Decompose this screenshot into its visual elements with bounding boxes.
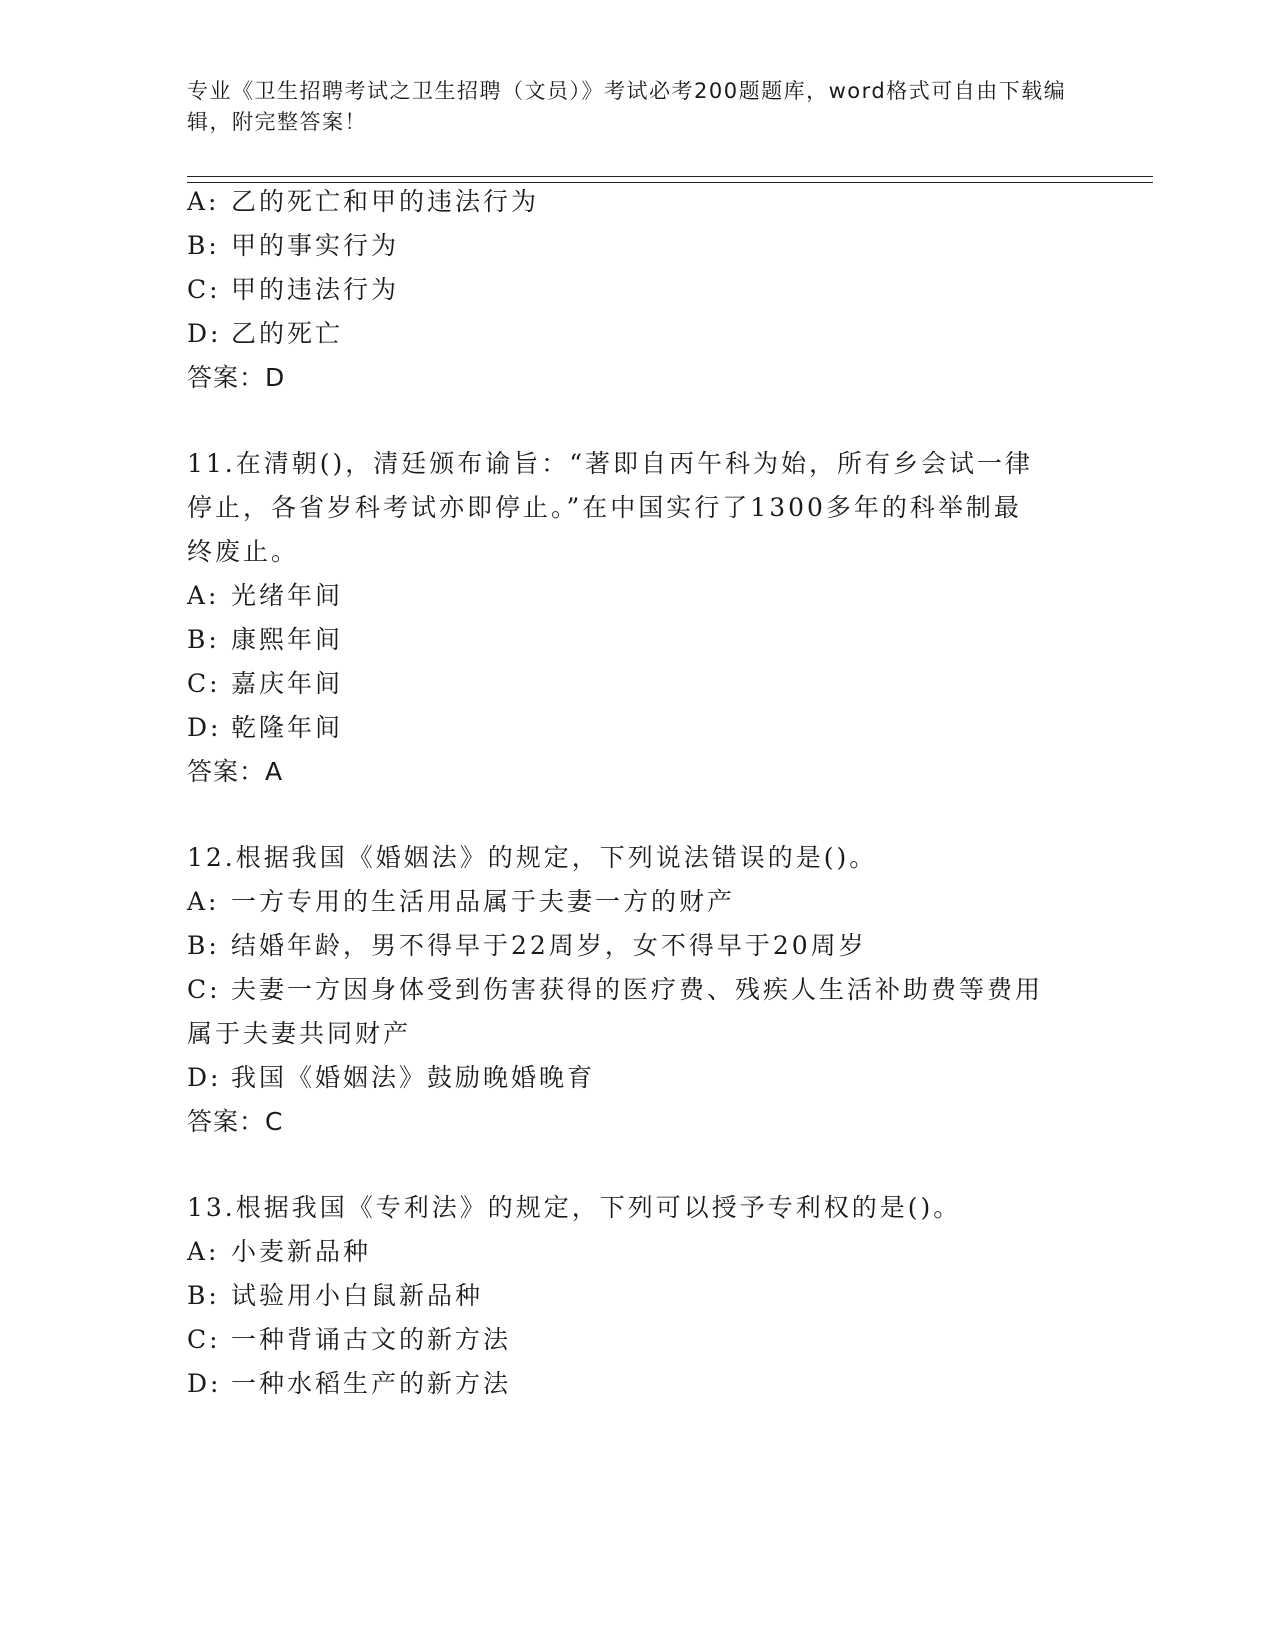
q11-option-a: A: 光绪年间: [187, 581, 344, 610]
q12-question-line-1: 12.根据我国《婚姻法》的规定，下列说法错误的是()。: [187, 843, 878, 872]
q11-question-line-2: 停止，各省岁科考试亦即停止。”在中国实行了1300多年的科举制最: [187, 493, 1022, 522]
q13-option-a: A: 小麦新品种: [187, 1237, 372, 1266]
q12-answer: 答案：C: [187, 1107, 284, 1136]
q10-option-d: D: 乙的死亡: [187, 319, 344, 348]
q11-option-c: C: 嘉庆年间: [187, 669, 344, 698]
q11-option-d: D: 乾隆年间: [187, 713, 344, 742]
q13-question-line-1: 13.根据我国《专利法》的规定，下列可以授予专利权的是()。: [187, 1193, 962, 1222]
q10-option-a: A: 乙的死亡和甲的违法行为: [187, 187, 540, 216]
q12-option-d: D: 我国《婚姻法》鼓励晚婚晚育: [187, 1063, 596, 1092]
header-divider-top: [187, 176, 1153, 177]
q10-option-c: C: 甲的违法行为: [187, 275, 400, 304]
document-header: 专业《卫生招聘考试之卫生招聘（文员）》考试必考200题题库，word格式可自由下载编辑，附完整答案！: [187, 79, 1067, 134]
q11-question-line-3: 终废止。: [187, 537, 300, 566]
q12-option-c-continued: 属于夫妻共同财产: [187, 1019, 412, 1048]
q12-option-a: A: 一方专用的生活用品属于夫妻一方的财产: [187, 887, 736, 916]
q10-option-b: B: 甲的事实行为: [187, 231, 400, 260]
q11-option-b: B: 康熙年间: [187, 625, 344, 654]
q11-question-line-1: 11.在清朝()，清廷颁布谕旨：“著即自丙午科为始，所有乡会试一律: [187, 449, 1034, 478]
q13-option-c: C: 一种背诵古文的新方法: [187, 1325, 512, 1354]
q12-option-b: B: 结婚年龄，男不得早于22周岁，女不得早于20周岁: [187, 931, 867, 960]
q11-answer: 答案：A: [187, 757, 284, 786]
header-divider-bottom: [187, 182, 1153, 183]
q10-answer: 答案：D: [187, 363, 286, 392]
q13-option-b: B: 试验用小白鼠新品种: [187, 1281, 484, 1310]
q13-option-d: D: 一种水稻生产的新方法: [187, 1369, 512, 1398]
q12-option-c: C: 夫妻一方因身体受到伤害获得的医疗费、残疾人生活补助费等费用: [187, 975, 1044, 1004]
